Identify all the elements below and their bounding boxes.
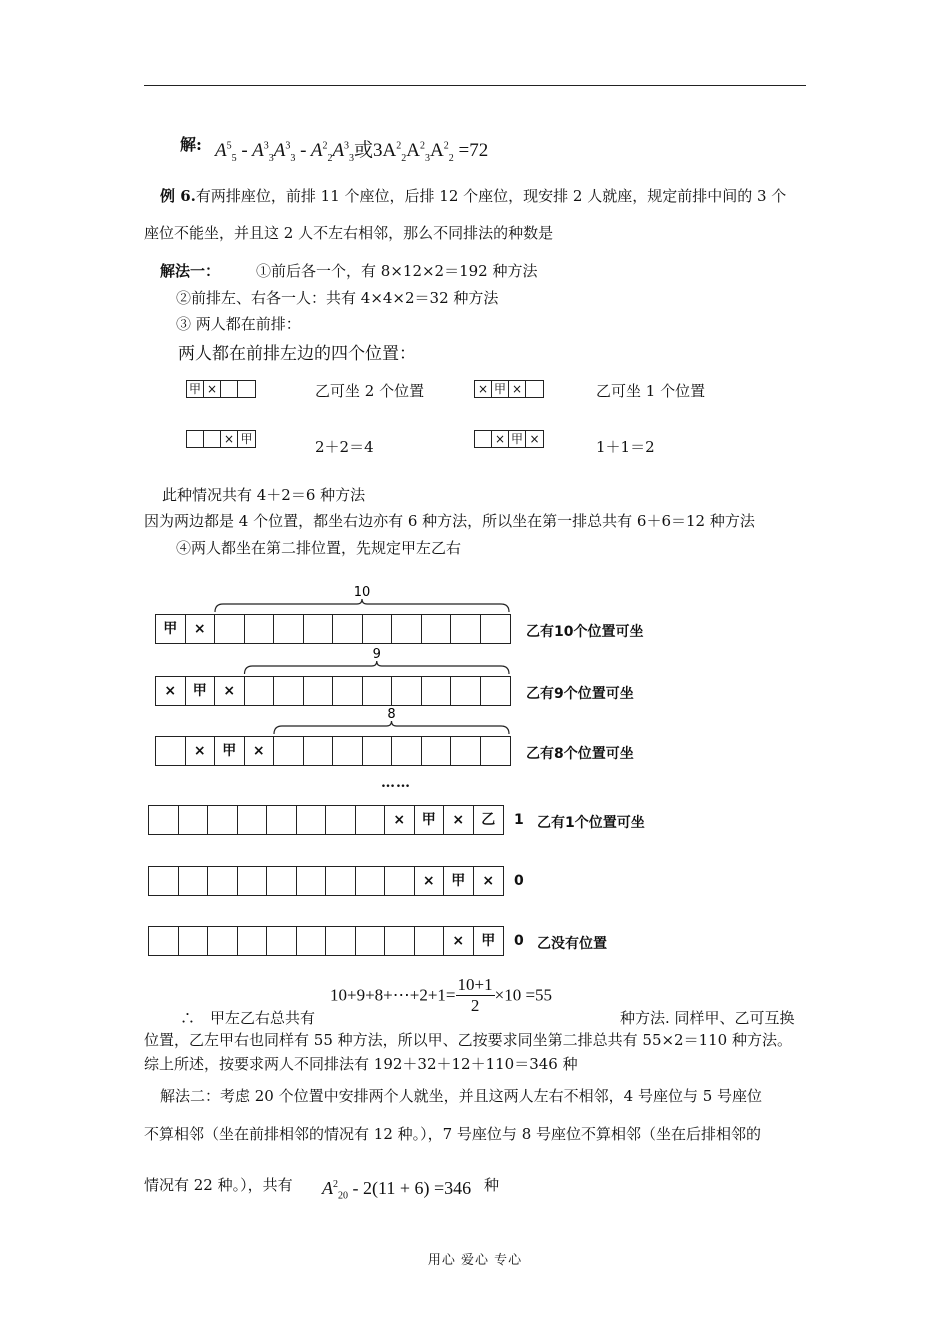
seat [451,677,481,705]
brace-label: 9 [372,647,381,662]
seat [304,737,334,765]
seat [208,806,238,834]
caption-a: 乙可坐 2 个位置 [315,382,425,400]
seat-note: 乙有9个位置可坐 [526,686,634,702]
seat: × [186,615,216,643]
seat [392,677,422,705]
caption-c: 2＋2＝4 [315,438,374,456]
seat: × [444,806,474,834]
seat [363,737,393,765]
seat [297,927,327,955]
seat: × [204,381,221,397]
seat [179,927,209,955]
seat: 甲 [156,615,186,643]
seat [245,615,275,643]
seat [297,806,327,834]
seat-row [155,736,511,766]
seat [304,615,334,643]
seat: 甲 [215,737,245,765]
seat: × [444,927,474,955]
method1-step2: ②前排左、右各一人：共有 4×4×2＝32 种方法 [176,289,499,307]
seat: × [221,431,238,447]
seat-count: 1 [514,812,524,828]
conclusion-line-2: 位置，乙左甲右也同样有 55 种方法，所以甲、乙按要求同坐第二排总共有 55×2＝110 种方法。 [144,1031,792,1049]
conclusion-line-3: 综上所述，按要求两人不同排法有 192＋32＋12＋110＝346 种 [144,1055,578,1073]
seat-row [155,614,511,644]
seat [179,806,209,834]
seat [267,927,297,955]
seat [297,867,327,895]
brace [245,661,510,674]
method2-formula: $A^2_{20} - 2(11 + 6) =346$ [322,1178,472,1202]
seat [238,867,268,895]
seat: 甲 [240,432,253,446]
seat [363,677,393,705]
seat [422,677,452,705]
seat: × [245,737,275,765]
method2-line-3a: 情况有 22 种。），共有 [144,1176,293,1194]
seat: 甲 [509,431,526,447]
seat: × [415,867,445,895]
seat [245,677,275,705]
seat: × [385,806,415,834]
seat [385,927,415,955]
method2-line-3b: 种 [484,1176,500,1194]
seat [149,867,179,895]
seat [392,737,422,765]
seat-row [148,866,504,896]
seat [333,615,363,643]
seat [208,867,238,895]
method1-step4: ④两人都坐在第二排位置，先规定甲左乙右 [176,539,462,557]
seat [392,615,422,643]
brace [274,721,509,734]
seat-row [148,805,504,835]
seat: × [186,737,216,765]
caption-b: 乙可坐 1 个位置 [596,382,706,400]
seat: × [156,677,186,705]
seat [481,737,511,765]
solution-label: 解: [180,135,202,154]
example-6-line-1: 例 6.有两排座位，前排 11 个座位，后排 12 个座位，现安排 2 人就座，规定前排中间的 3 个 [160,187,787,205]
seat-note: 乙有10个位置可坐 [526,624,644,640]
seat: 甲 [187,381,204,397]
seat: × [509,381,526,397]
sum-formula: 10+9+8+⋯+2+1= $\frac{10+1}{2}$ ×10 =55 [330,975,553,1015]
seat [326,806,356,834]
seat: 甲 [492,381,509,397]
seat [215,615,245,643]
seat: 甲 [444,867,474,895]
method2-line-2: 不算相邻（坐在前排相邻的情况有 12 种。），7 号座位与 8 号座位不算相邻（坐在后排相邻的 [144,1125,762,1143]
seat [363,615,393,643]
seat [208,927,238,955]
seat [274,677,304,705]
ellipsis: …… [381,775,411,791]
seat [326,867,356,895]
seat: 甲 [186,677,216,705]
seat [422,615,452,643]
seat [326,927,356,955]
method2-line-1: 解法二：考虑 20 个位置中安排两个人就坐，并且这两人左右不相邻，4 号座位与 5 号座位 [160,1087,763,1105]
seat: × [475,381,492,397]
seat [415,927,445,955]
seat [238,806,268,834]
seat-row [155,676,511,706]
conclusion-line-1b: 种方法. 同样甲、乙可互换 [620,1009,795,1027]
seat [149,806,179,834]
seat: × [492,431,509,447]
seat-note: 乙有1个位置可坐 [537,815,645,831]
formula-line-1: $A^5_5 - A^3_3A^3_3 - A^2_2A^3_3$或$3A^2_2A^2_3A^2_2 =72$ [215,140,489,164]
seat: × [215,677,245,705]
seat [385,867,415,895]
seat: × [529,432,540,446]
seat [422,737,452,765]
brace [215,599,509,612]
seat [451,737,481,765]
seat [356,867,386,895]
seat [267,806,297,834]
seat [274,737,304,765]
seat: 乙 [481,812,496,828]
brace-label: 10 [353,585,371,600]
seat [238,927,268,955]
seat [333,737,363,765]
seat [481,615,511,643]
both-sides-text: 因为两边都是 4 个位置，都坐右边亦有 6 种方法，所以坐在第一排总共有 6＋6＝12 种方法 [144,512,755,530]
seat [333,677,363,705]
seat: 甲 [415,806,445,834]
seat: × [482,873,495,889]
seat [267,867,297,895]
seat-count: 0 [514,933,524,949]
seat [356,806,386,834]
seat [451,615,481,643]
front-left-heading: 两人都在前排左边的四个位置： [178,344,416,364]
seat-note: 乙没有位置 [537,936,607,952]
seat-note: 乙有8个位置可坐 [526,746,634,762]
conclusion-line-1a: ∴ 甲左乙右总共有 [180,1009,316,1027]
case-total: 此种情况共有 4＋2＝6 种方法 [162,486,366,504]
page-footer: 用心 爱心 专心 [427,1253,523,1268]
seat-count: 0 [514,873,524,889]
seat [356,927,386,955]
seat [156,737,186,765]
caption-d: 1＋1＝2 [596,438,655,456]
seat [149,927,179,955]
brace-label: 8 [387,707,396,722]
seat [179,867,209,895]
seat: 甲 [481,933,496,949]
seat [274,615,304,643]
method1-step1: 解法一： ①前后各一个，有 8×12×2＝192 种方法 [160,262,538,280]
seat-row [148,926,504,956]
seat [481,677,511,705]
method1-step3: ③ 两人都在前排： [176,315,301,333]
example-6-line-2: 座位不能坐，并且这 2 人不左右相邻，那么不同排法的种数是 [144,224,554,242]
seat [304,677,334,705]
